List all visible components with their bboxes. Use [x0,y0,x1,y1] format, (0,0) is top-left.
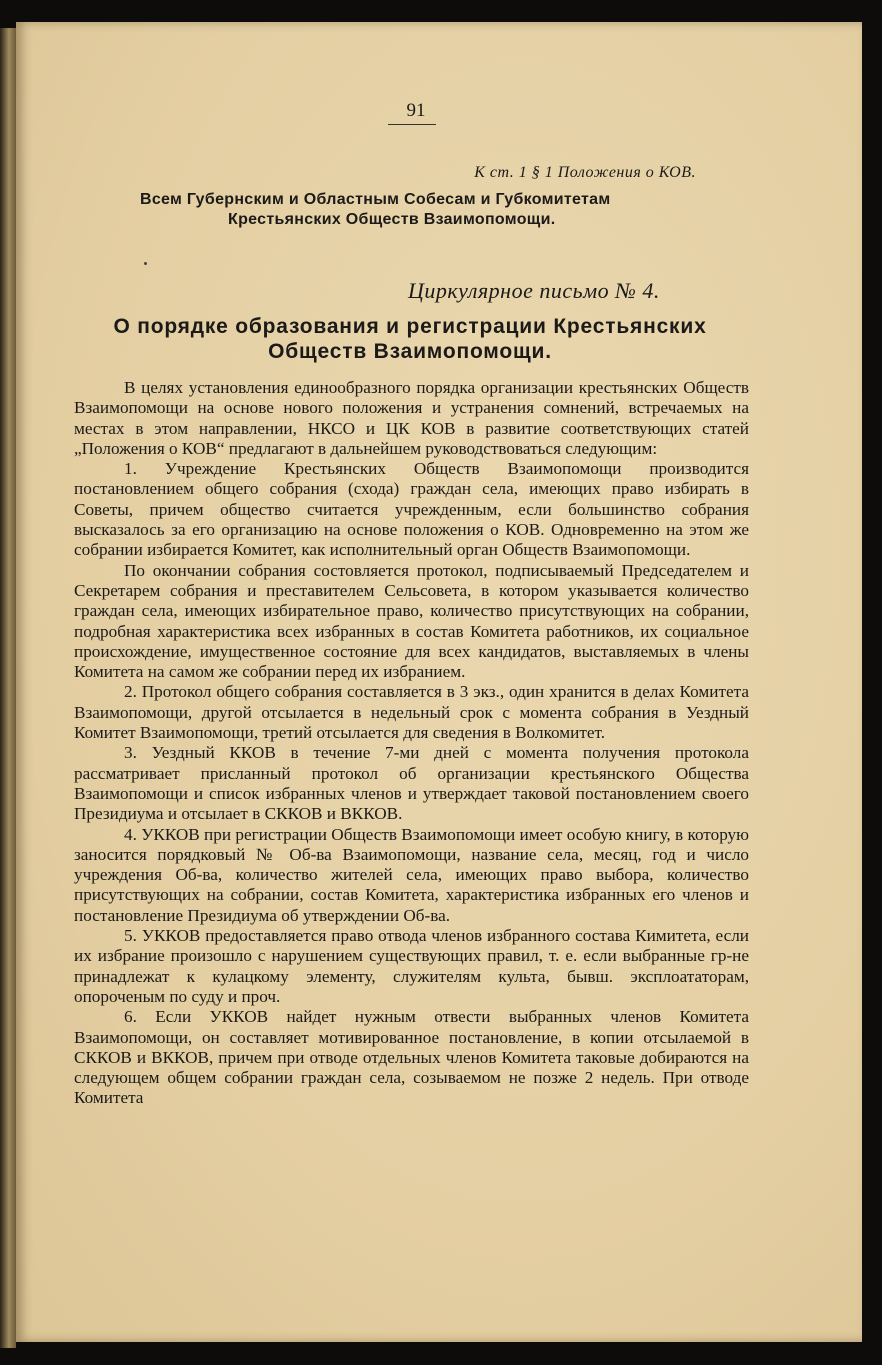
ink-speck [144,262,147,265]
paragraph: 1. Учреждение Крестьянских Обществ Взаимопомощи производится постановлением общего собрания (схода) граждан села, имеющих право избирать в Советы, причем общество считается учрежденным, если большинство собрания высказалось за его организацию на основе положения о КОВ. Одновременно на этом же собрании избирается Комитет, как исполнительный орган Обществ Взаимопомощи. [74,459,749,560]
paragraph: 5. УККОВ предоставляется право отвода членов избранного состава Кимитета, если их избрание произошло с нарушением существующих правил, т. е. если выбранные гр-не принадлежат к кулацкому элементу, служителям культа, бывш. эксплоататорам, опороченым по суду и проч. [74,926,749,1006]
paragraph: 6. Если УККОВ найдет нужным отвести выбранных членов Комитета Взаимопомощи, он составляет мотивированное постановление, в копии отсылаемой в СККОВ и ВККОВ, причем при отводе отдельных членов Комитета таковые добираются на следующем общем собрании граждан села, созываемом не позже 2 недель. При отводе Комитета [74,1007,749,1108]
addressee-line: Крестьянских Обществ Взаимопомощи. [228,211,556,228]
document-page [16,22,862,1342]
paragraph: 2. Протокол общего собрания составляется в 3 экз., один хранится в делах Комитета Взаимопомощи, другой отсылается в недельный срок с момента собрания в Уездный Комитет Взаимопомощи, третий отсылается для сведения в Волкомитет. [74,682,749,743]
paragraph: По окончании собрания состовляется протокол, подписываемый Председателем и Секретарем собрания и преставителем Сельсовета, в котором указывается количество граждан села, имеющих избирательное право, количество присутствующих на собрании, подробная характеристика всех избранных в состав Комитета работников, их социальное происхождение, имущественное состояние для всех кандидатов, выставляемых в члены Комитета на самом же собрании перед их избранием. [74,560,749,682]
addressee-line: Всем Губернским и Областным Собесам и Губкомитетам [140,191,611,208]
article-reference: К ст. 1 § 1 Положения о КОВ. [474,164,696,181]
page-number-rule [388,124,436,125]
addressee-block [116,190,736,230]
paragraph: В целях установления единообразного порядка организации крестьянских Обществ Взаимопомощи на основе нового положения и устранения сомнений, встречаемых на местах в этом направлении, НКСО и ЦК КОВ в развитие соответствующих статей „Положения о КОВ“ предлагают в дальнейшем руководствоваться следующим: [74,378,749,458]
document-title: О порядке образования и регистрации Крестьянских Обществ Взаимопомощи. [113,315,707,363]
book-spine [0,28,16,1348]
page-number: 91 [406,100,426,121]
body-text [74,378,749,1109]
paragraph: 3. Уездный ККОВ в течение 7-ми дней с момента получения протокола рассматривает присланный протокол об организации крестьянского Общества Взаимопомощи и список избранных членов и утверждает таковой постановлением своего Президиума и отсылает в СККОВ и ВККОВ. [74,743,749,824]
paragraph: 4. УККОВ при регистрации Обществ Взаимопомощи имеет особую книгу, в которую заносится порядковый № Об-ва Взаимопомощи, название села, месяц, год и число учреждения Об-ва, количество жителей села, имеющих право выбора, количество присутствующих на собрании, состав Комитета, характеристика избранных его членов и постановление Президиума об утверждении Об-ва. [74,824,749,925]
circular-heading: Циркулярное письмо № 4. [408,278,660,303]
